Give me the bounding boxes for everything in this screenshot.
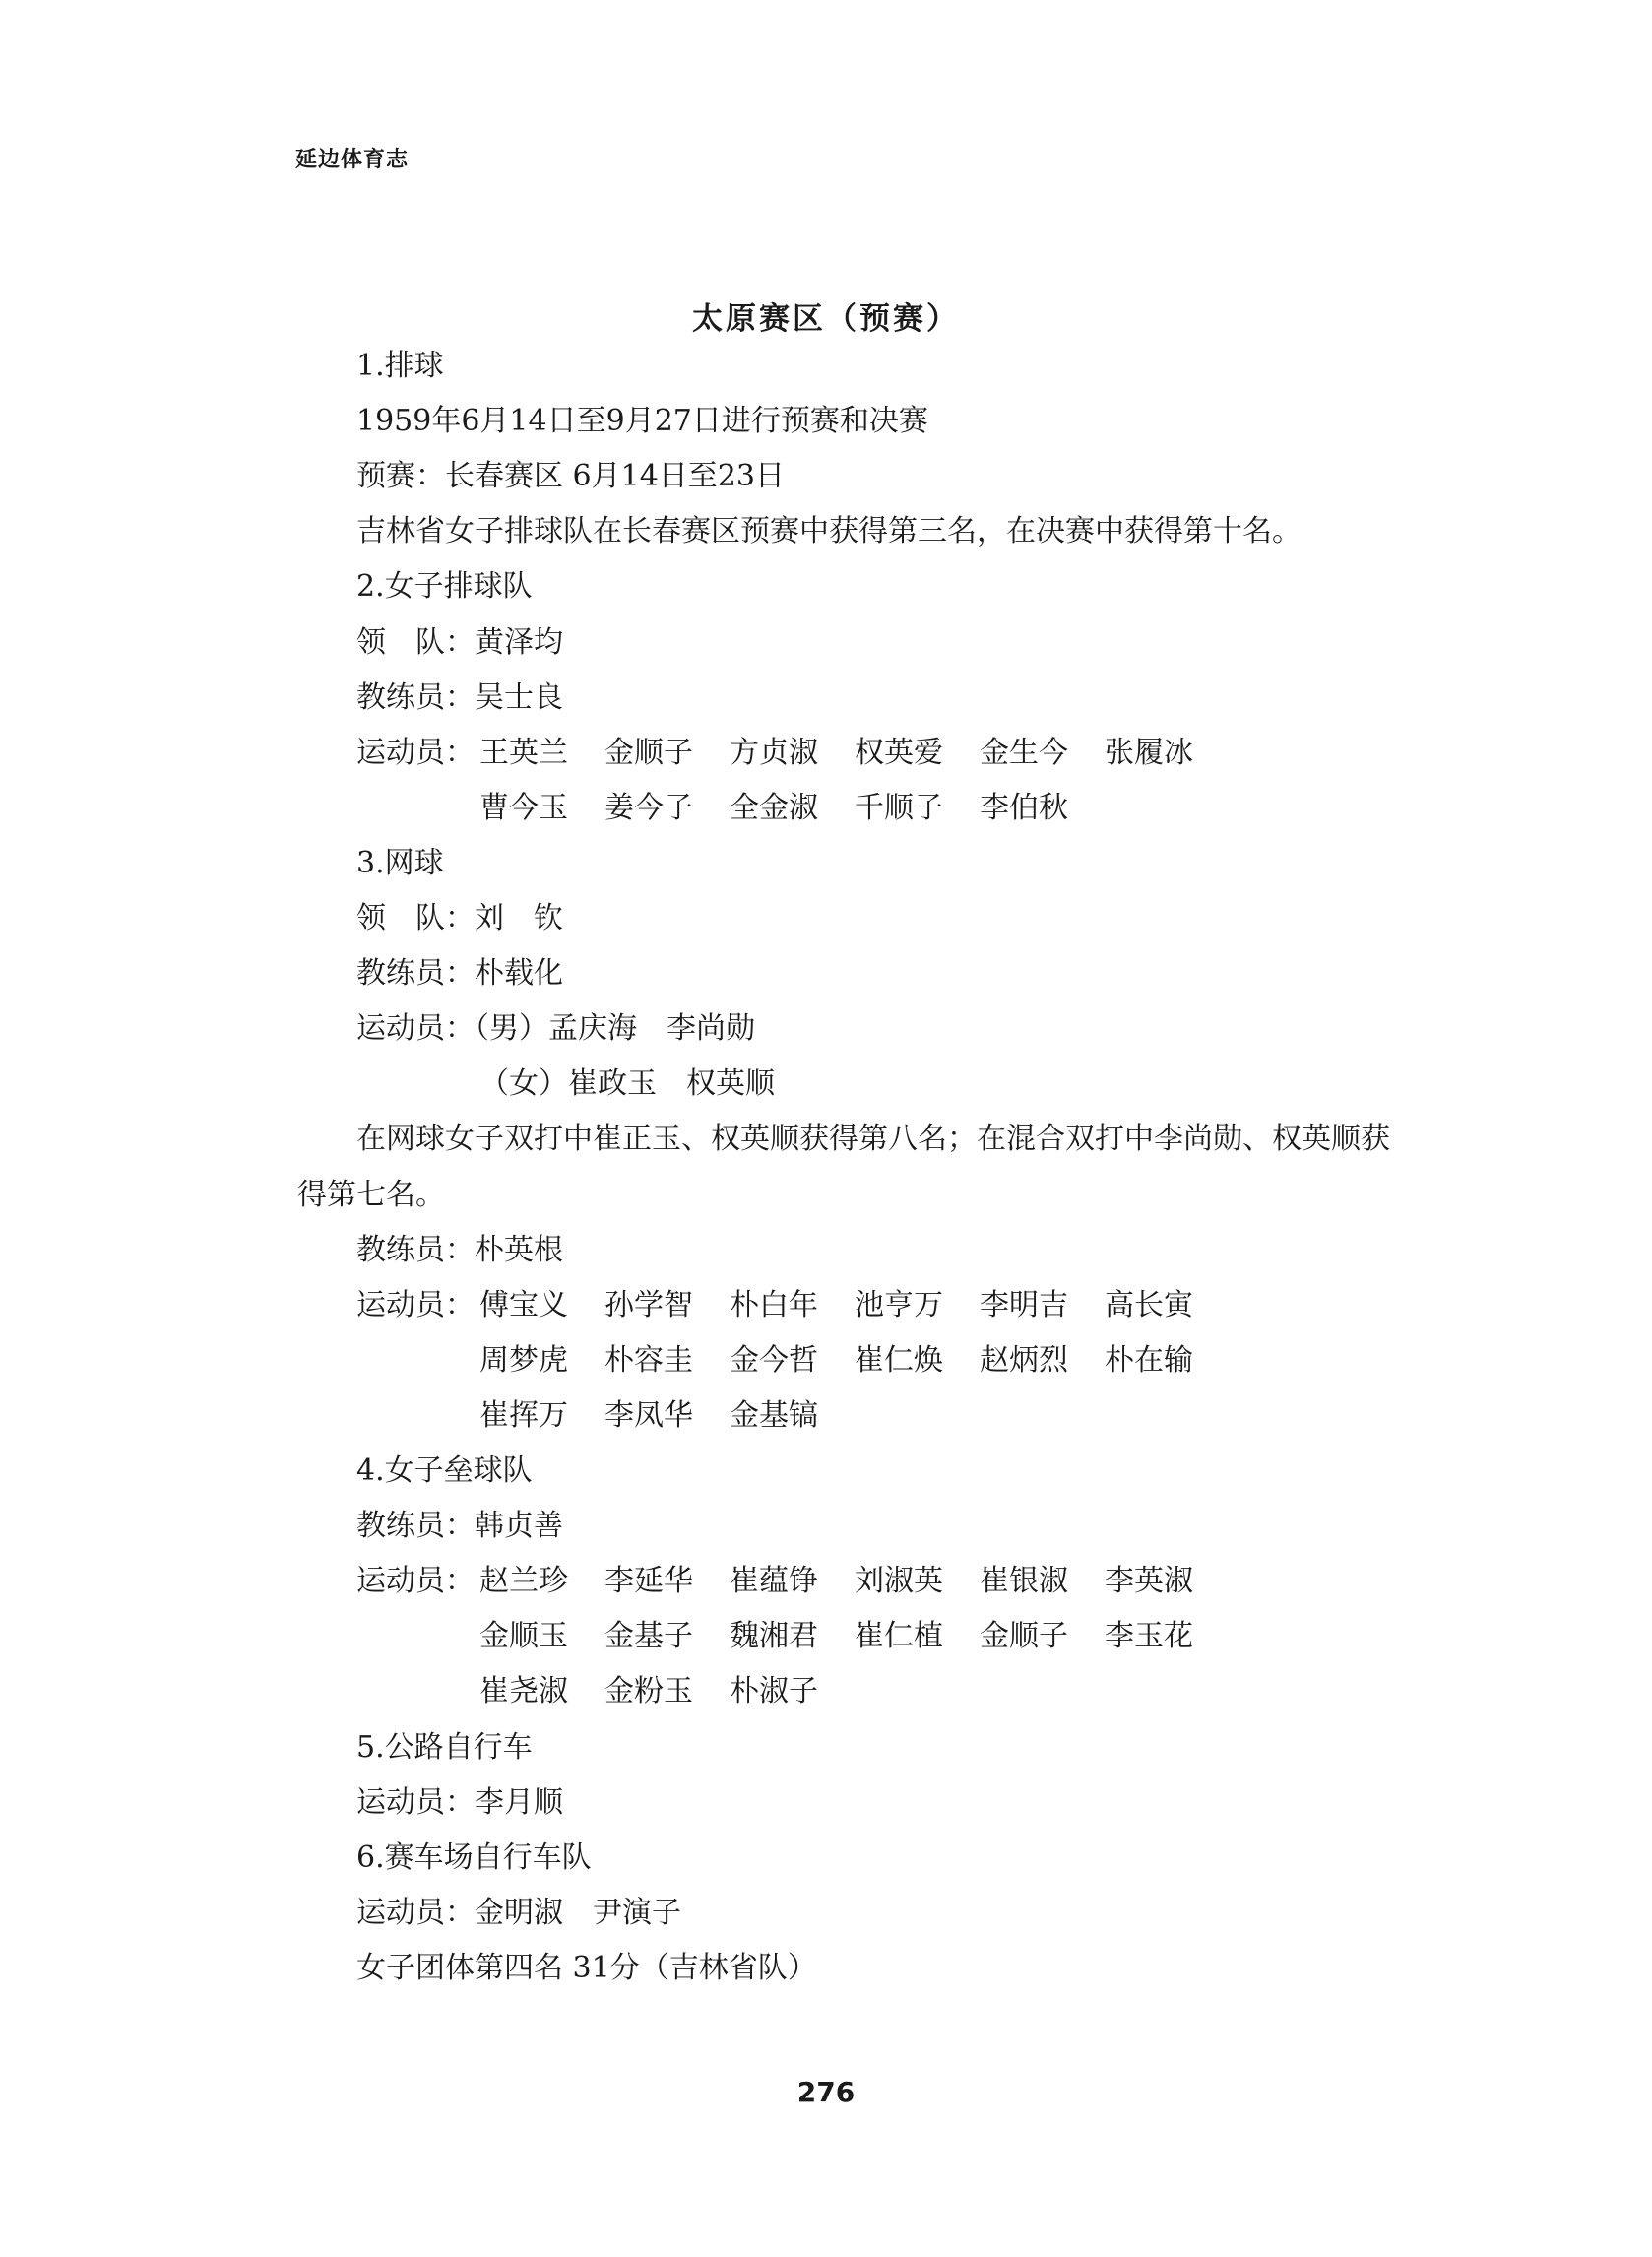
athlete-name: 李英淑 — [1105, 1564, 1193, 1598]
roster-line — [356, 734, 1230, 773]
athlete-name: 周梦虎 — [479, 1343, 568, 1378]
athlete-name: 金顺子 — [980, 1619, 1068, 1653]
athlete-name: 朴淑子 — [730, 1674, 818, 1709]
text-line: 领 队：刘 钦 — [356, 901, 563, 935]
roster-label — [356, 1672, 479, 1711]
text-line: （女）崔政玉 权英顺 — [479, 1066, 775, 1101]
athlete-name: 金顺玉 — [479, 1619, 568, 1653]
athlete-name: 朴白年 — [730, 1288, 818, 1322]
athlete-name: 全金淑 — [730, 791, 818, 825]
athlete-name: 赵炳烈 — [980, 1343, 1068, 1378]
text-line: 教练员：朴载化 — [356, 956, 563, 991]
roster-label — [356, 1617, 479, 1656]
athlete-name: 李伯秋 — [980, 791, 1068, 825]
roster-label — [356, 1396, 479, 1436]
athlete-name: 金粉玉 — [604, 1674, 693, 1709]
roster-label: 运动员： — [356, 1564, 475, 1598]
athlete-name: 李凤华 — [604, 1398, 693, 1433]
text-line: 教练员：朴英根 — [356, 1233, 563, 1267]
athlete-name: 李玉花 — [1105, 1619, 1193, 1653]
athlete-name: 崔蕴铮 — [730, 1564, 818, 1598]
athlete-name: 崔仁焕 — [855, 1343, 943, 1378]
athlete-name: 千顺子 — [855, 791, 943, 825]
athlete-name: 崔尧淑 — [479, 1674, 568, 1709]
athlete-name: 权英爱 — [855, 736, 943, 770]
athlete-name: 赵兰珍 — [479, 1564, 568, 1598]
text-line: 5.公路自行车 — [356, 1730, 533, 1765]
athlete-name: 姜今子 — [604, 791, 693, 825]
text-line: 教练员：吴士良 — [356, 680, 563, 715]
athlete-name: 朴容圭 — [604, 1343, 693, 1378]
athlete-name: 曹今玉 — [479, 791, 568, 825]
text-line: 1.排球 — [356, 349, 444, 383]
athlete-name: 池亨万 — [855, 1288, 943, 1322]
text-line: 运动员：李月顺 — [356, 1785, 563, 1820]
section-title: 太原赛区（预赛） — [692, 301, 960, 337]
text-line: 教练员：韩贞善 — [356, 1509, 563, 1543]
athlete-name: 崔仁植 — [855, 1619, 943, 1653]
athlete-name: 方贞淑 — [730, 736, 818, 770]
athlete-name: 高长寅 — [1105, 1288, 1193, 1322]
athlete-name: 崔银淑 — [980, 1564, 1068, 1598]
text-line: 在网球女子双打中崔正玉、权英顺获得第八名；在混合双打中李尚勋、权英顺获 — [356, 1122, 1390, 1156]
athlete-name: 傅宝义 — [479, 1288, 568, 1322]
athlete-name: 朴在输 — [1105, 1343, 1193, 1378]
roster-line — [356, 1341, 1230, 1381]
athlete-name: 刘淑英 — [855, 1564, 943, 1598]
athlete-name: 金顺子 — [604, 736, 693, 770]
athlete-name: 金生今 — [980, 736, 1068, 770]
text-line: 运动员：金明淑 尹演子 — [356, 1896, 681, 1930]
roster-line — [356, 1396, 855, 1436]
text-line: 预赛：长春赛区 6月14日至23日 — [356, 459, 785, 493]
athlete-name: 金基子 — [604, 1619, 693, 1653]
text-line: 4.女子垒球队 — [356, 1453, 533, 1488]
text-line: 1959年6月14日至9月27日进行预赛和决赛 — [356, 404, 928, 438]
athlete-name: 金今哲 — [730, 1343, 818, 1378]
text-line: 女子团体第四名 31分（吉林省队） — [356, 1951, 817, 1985]
roster-line — [356, 789, 1105, 828]
roster-label — [356, 1341, 479, 1381]
roster-line — [356, 1562, 1230, 1601]
roster-label: 运动员： — [356, 736, 475, 770]
roster-line — [356, 1672, 855, 1711]
roster-label — [356, 789, 479, 828]
text-line: 运动员：（男）孟庆海 李尚勋 — [356, 1011, 755, 1046]
text-line: 领 队：黄泽均 — [356, 625, 563, 660]
athlete-name: 魏湘君 — [730, 1619, 818, 1653]
athlete-name: 孙学智 — [604, 1288, 693, 1322]
athlete-name: 金基镐 — [730, 1398, 818, 1433]
text-line: 吉林省女子排球队在长春赛区预赛中获得第三名，在决赛中获得第十名。 — [356, 514, 1302, 548]
athlete-name: 张履冰 — [1105, 736, 1193, 770]
roster-label: 运动员： — [356, 1288, 475, 1322]
text-line: 3.网球 — [356, 846, 444, 880]
athlete-name: 李延华 — [604, 1564, 693, 1598]
running-header: 延边体育志 — [295, 148, 410, 172]
athlete-name: 崔挥万 — [479, 1398, 568, 1433]
page-number: 276 — [796, 2076, 856, 2108]
text-line: 2.女子排球队 — [356, 569, 533, 604]
text-line: 6.赛车场自行车队 — [356, 1840, 592, 1875]
text-line: 得第七名。 — [297, 1178, 445, 1212]
roster-line — [356, 1617, 1230, 1656]
athlete-name: 王英兰 — [479, 736, 568, 770]
athlete-name: 李明吉 — [980, 1288, 1068, 1322]
roster-line — [356, 1286, 1230, 1325]
